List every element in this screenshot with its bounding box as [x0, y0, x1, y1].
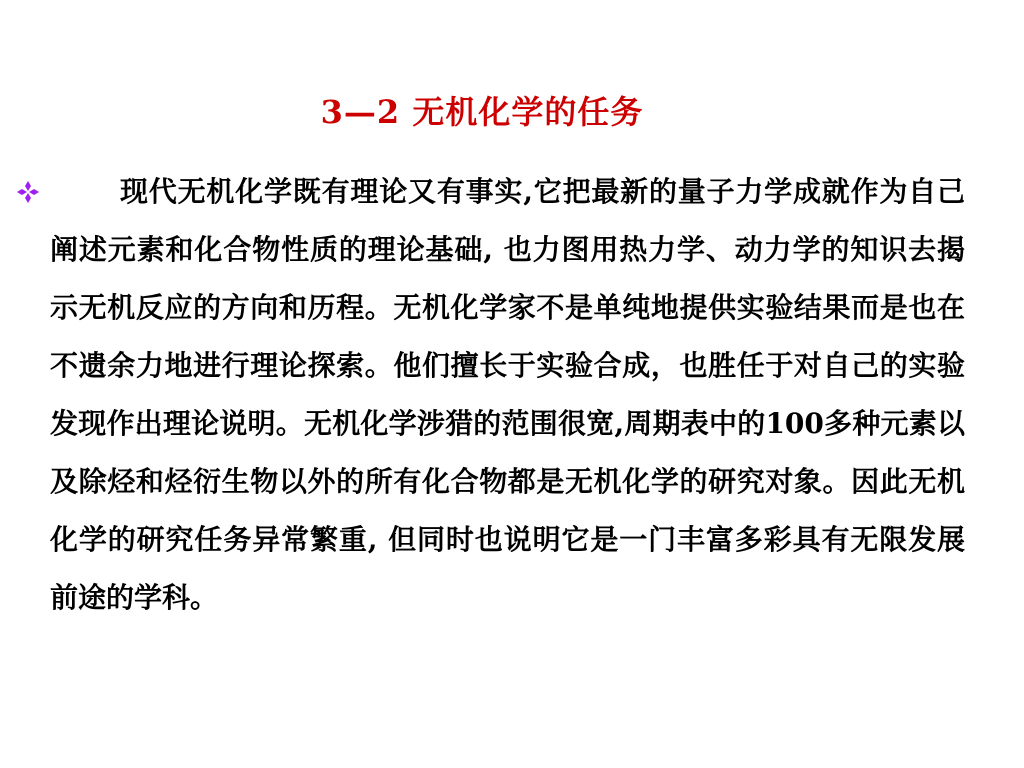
- body-paragraph: 现代无机化学既有理论又有事实,它把最新的量子力学成就作为自己阐述元素和化合物性质的理论基础, 也力图用热力学、动力学的知识去揭示无机反应的方向和历程。无机化学家不是单纯地提供实验结果而是也在不遗余力地进行理论探索。他们擅长于实验合成，也胜任于对自己的实验发现作出理论说明。无机化学涉猎的范围很宽,周期表中的100多种元素以及除烃和烃衍生物以外的所有化合物都是无机化学的研究对象。因此无机化学的研究任务异常繁重, 但同时也说明它是一门丰富多彩具有无限发展前途的学科。: [50, 175, 965, 614]
- diamond-bullet-icon: [14, 178, 42, 206]
- slide-title: 3—2 无机化学的任务: [320, 93, 644, 131]
